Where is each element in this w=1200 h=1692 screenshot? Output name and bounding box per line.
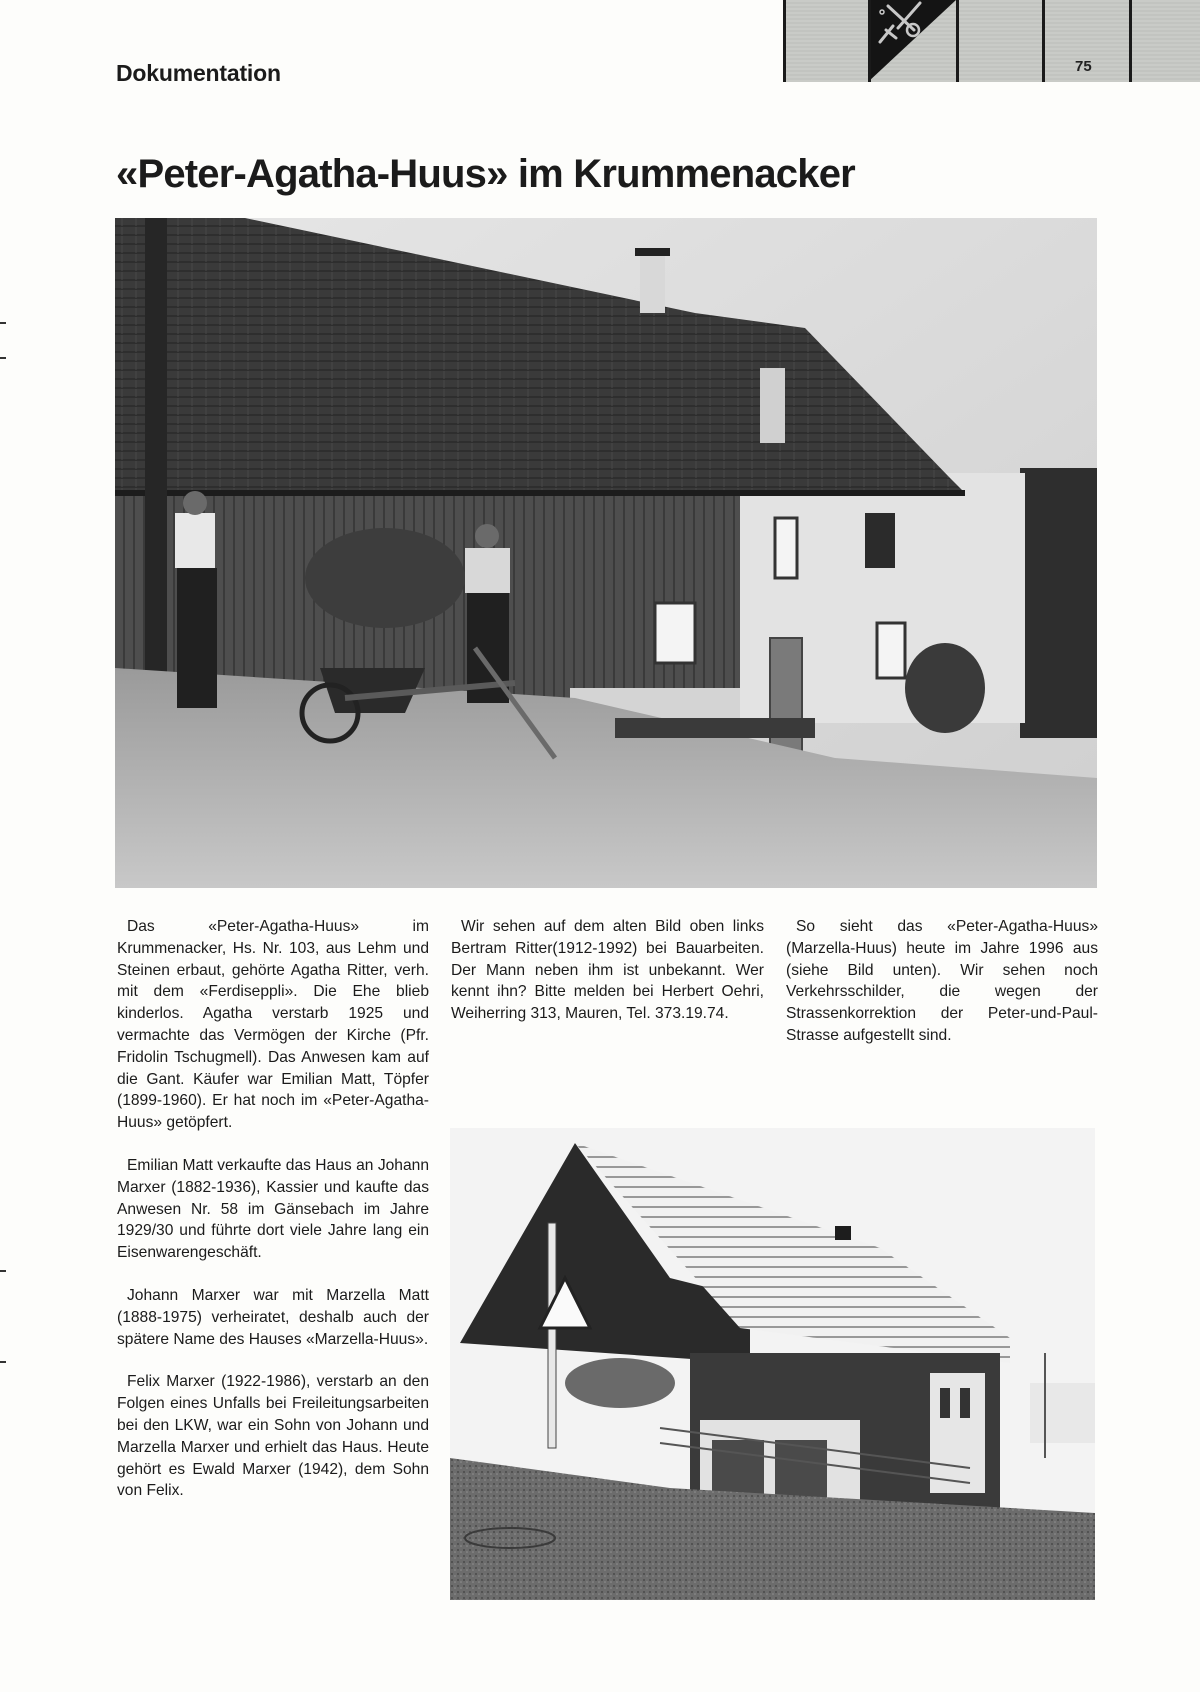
divider [1042,0,1045,82]
divider [1129,0,1132,82]
historic-photo-house-with-workers [115,218,1097,888]
scan-mark [0,1361,6,1363]
divider [783,0,786,82]
section-label: Dokumentation [116,60,281,86]
paragraph: Johann Marxer war mit Marzella Matt (1888-1975) verheiratet, deshalb auch der spätere Name des Hauses «Marzella-Huus». [117,1286,429,1348]
crossed-swords-emblem-icon [868,0,956,82]
text-column-3 [786,916,1098,1068]
photo-house-1996 [450,1128,1095,1600]
paragraph: Felix Marxer (1922-1986), verstarb an den Folgen eines Unfalls bei Freileitungsarbeiten bei den LKW, war ein Sohn von Johann und Marzella Marxer und erhielt das Haus. Heute gehört es Ewald Marxer (1942), dem Sohn von Felix. [117,1373,429,1500]
scan-mark [0,1270,6,1272]
paragraph: Emilian Matt verkaufte das Haus an Johann Marxer (1882-1936), Kassier und kaufte das Anwesen Nr. 58 im Gänsebach im Jahre 1929/30 und führte dort viele Jahre lang ein Eisenwarengeschäft. [117,1156,429,1262]
text-column-2 [451,916,764,1046]
divider [868,0,871,82]
scan-mark [0,357,6,359]
page-number: 75 [1075,58,1092,75]
scan-mark [0,322,6,324]
paragraph: Wir sehen auf dem alten Bild oben links Bertram Ritter(1912-1992) bei Bauarbeiten. Der Mann neben ihm ist unbekannt. Wer kennt ihn? Bitte melden bei Herbert Oehri, Weiherring 313, Mauren, Tel. 373.19.74. [451,918,764,1023]
paragraph: Das «Peter-Agatha-Huus» im Krummenacker, Hs. Nr. 103, aus Lehm und Steinen erbaut, gehörte Agatha Ritter, verh. mit dem «Ferdiseppli». Die Ehe blieb kinderlos. Agatha verstarb 1925 und vermachte das Vermögen der Kirche (Pfr. Fridolin Tschugmell). Das Anwesen kam auf die Gant. Käufer war Emilian Matt, Töpfer (1899-1960). Er hat noch im «Peter-Agatha-Huus» getöpfert. [117,918,429,1132]
paragraph: So sieht das «Peter-Agatha-Huus» (Marzella-Huus) heute im Jahre 1996 aus (siehe Bild unten). Wir sehen noch Verkehrsschilder, die wegen der Strassenkorrektion der Peter-und-Paul-Strasse aufgestellt sind. [786,918,1098,1044]
divider [956,0,959,82]
page-title: «Peter-Agatha-Huus» im Krummenacker [116,152,855,196]
header-tab-strip [783,0,1200,82]
text-column-1 [117,916,429,1523]
